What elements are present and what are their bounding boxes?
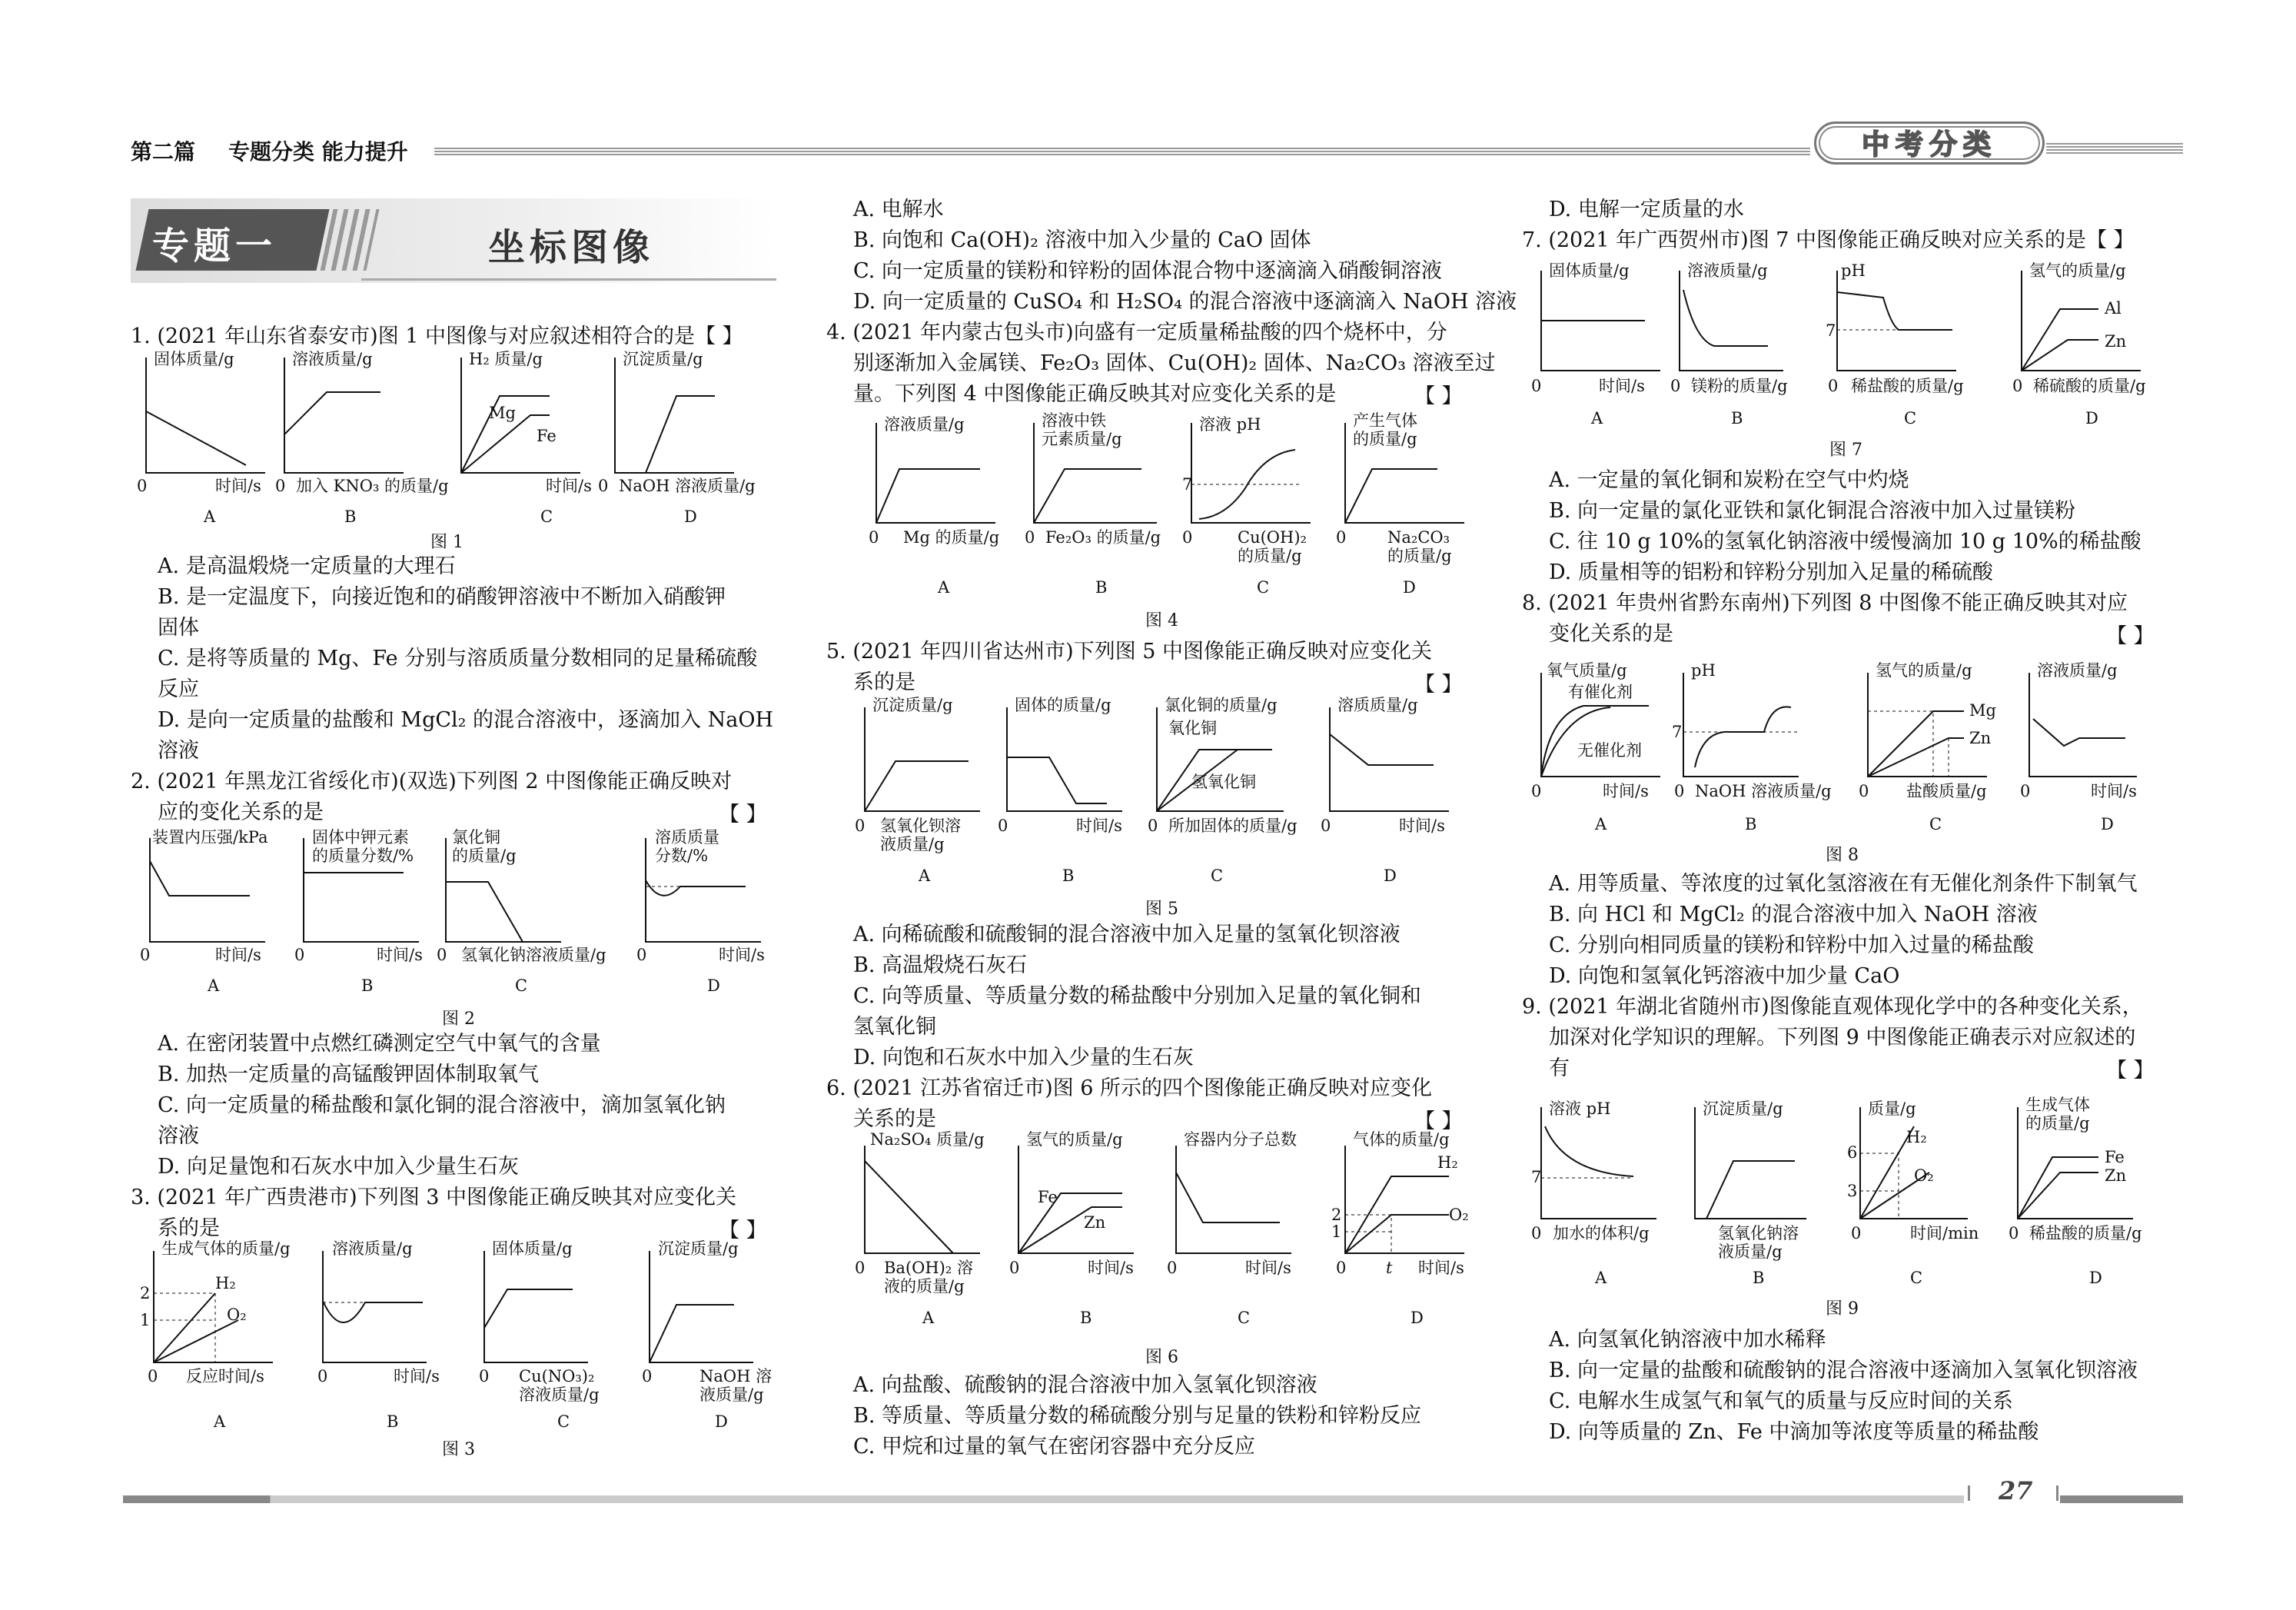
banner-bottom-rule: [361, 278, 776, 281]
fig6-d-h2: H₂: [1437, 1153, 1458, 1172]
fig9-c-o2: O₂: [1914, 1166, 1934, 1185]
fig3-c-ylabel: 固体质量/g: [492, 1239, 573, 1258]
footer-rule-left: [123, 1495, 1964, 1503]
fig9-a-tick-7: 7: [1531, 1168, 1542, 1186]
q4-stem-2: 别逐渐加入金属镁、Fe₂O₃ 固体、Cu(OH)₂ 固体、Na₂CO₃ 溶液至过: [853, 351, 1496, 375]
fig2-d-xlabel: 时间/s: [719, 946, 765, 964]
fig7-a-xlabel: 时间/s: [1599, 377, 1645, 395]
fig7-letter-d: D: [2085, 409, 2098, 427]
q7-stem: 7. (2021 年广西贺州市)图 7 中图像能正确反映对应关系的是【 】: [1522, 228, 2135, 252]
fig4-caption: 图 4: [1145, 611, 1178, 630]
fig2-d-ylabel2: 分数/%: [655, 847, 709, 865]
fig4-b-zero: 0: [1025, 528, 1035, 547]
figure-5: [853, 696, 1491, 892]
fig7-letter-a: A: [1591, 409, 1603, 427]
q6-option-a: A. 向盐酸、硫酸钠的混合溶液中加入氢氧化钡溶液: [853, 1373, 1317, 1397]
header-part: 第二篇: [131, 139, 196, 165]
q2-stem-1: 2. (2021 年黑龙江省绥化市)(双选)下列图 2 中图像能正确反映对: [131, 770, 733, 793]
fig6-c-ylabel: 容器内分子总数: [1184, 1130, 1297, 1149]
fig3-d-ylabel: 沉淀质量/g: [658, 1239, 739, 1258]
q4-stem-1: 4. (2021 年内蒙古包头市)向盛有一定质量稀盐酸的四个烧杯中，分: [826, 321, 1447, 344]
fig8-c-mg: Mg: [1969, 701, 1996, 720]
q5-option-a: A. 向稀硫酸和硫酸铜的混合溶液中加入足量的氢氧化钡溶液: [853, 923, 1401, 946]
fig3-a-tick-1: 1: [140, 1311, 151, 1329]
fig8-c-zero: 0: [1859, 782, 1869, 800]
fig4-c-xlabel1: Cu(OH)₂: [1238, 528, 1307, 547]
fig9-b-ylabel: 沉淀质量/g: [1703, 1099, 1783, 1118]
page-number: 27: [1999, 1476, 2033, 1505]
header-right-rule: [2046, 143, 2183, 154]
fig5-c-label-cuoh2: 氢氧化铜: [1191, 773, 1256, 791]
fig7-d-ylabel: 氢气的质量/g: [2029, 261, 2126, 280]
fig9-letter-a: A: [1595, 1269, 1607, 1287]
fig7-a-zero: 0: [1531, 377, 1542, 395]
fig9-d-zero: 0: [2009, 1224, 2019, 1242]
fig9-a-zero: 0: [1531, 1224, 1542, 1242]
fig7-a-ylabel: 固体质量/g: [1549, 261, 1630, 280]
fig1-d-ylabel: 沉淀质量/g: [623, 350, 703, 368]
q9-option-d: D. 向等质量的 Zn、Fe 中滴加等浓度等质量的稀盐酸: [1549, 1420, 2039, 1444]
q7-option-b: B. 向一定量的氯化亚铁和氯化铜混合溶液中加入过量镁粉: [1549, 499, 2076, 523]
fig8-caption: 图 8: [1826, 846, 1859, 865]
fig8-a-zero: 0: [1531, 782, 1542, 800]
fig2-letter-c: C: [515, 976, 528, 995]
fig9-d-fe: Fe: [2105, 1148, 2125, 1166]
fig9-letter-b: B: [1753, 1269, 1765, 1287]
fig5-c-zero: 0: [1148, 817, 1158, 835]
q6-stem-2: 关系的是: [853, 1107, 936, 1131]
q6-answer-bracket: 【 】: [1414, 1109, 1463, 1133]
fig8-c-zn: Zn: [1969, 729, 1992, 747]
q6-option-c: C. 甲烷和过量的氧气在密闭容器中充分反应: [853, 1435, 1255, 1459]
fig4-c-tick-7: 7: [1182, 475, 1193, 494]
fig4-b-xlabel: Fe₂O₃ 的质量/g: [1045, 528, 1161, 547]
q5-stem-2: 系的是: [853, 670, 915, 694]
fig9-b-xlabel1: 氢氧化钠溶: [1718, 1224, 1799, 1242]
fig2-letter-b: B: [361, 976, 374, 995]
fig2-c-zero: 0: [437, 946, 447, 964]
fig4-d-zero: 0: [1336, 528, 1347, 547]
fig5-letter-a: A: [919, 867, 931, 885]
q8-option-c: C. 分别向相同质量的镁粉和锌粉中加入过量的稀盐酸: [1549, 933, 2034, 957]
fig9-caption: 图 9: [1826, 1299, 1859, 1319]
q8-stem-1: 8. (2021 年贵州省黔东南州)下列图 8 中图像不能正确反映其对应: [1522, 591, 2128, 615]
fig6-letter-a: A: [922, 1309, 935, 1327]
fig7-c-ylabel: pH: [1841, 261, 1866, 280]
q2-answer-bracket: 【 】: [719, 803, 767, 827]
fig3-b-xlabel: 时间/s: [394, 1367, 440, 1385]
fig8-b-xlabel: NaOH 溶液质量/g: [1695, 782, 1832, 800]
fig6-b-zn: Zn: [1084, 1213, 1106, 1232]
q3-option-d: D. 向一定质量的 CuSO₄ 和 H₂SO₄ 的混合溶液中逐滴滴入 NaOH 溶液: [853, 290, 1517, 314]
fig5-letter-d: D: [1384, 867, 1397, 885]
fig5-b-xlabel: 时间/s: [1076, 817, 1122, 835]
fig7-d-zn: Zn: [2105, 332, 2127, 351]
fig7-b-ylabel: 溶液质量/g: [1687, 261, 1768, 280]
fig7-b-xlabel: 镁粉的质量/g: [1691, 377, 1788, 395]
fig5-d-xlabel: 时间/s: [1399, 817, 1445, 835]
q2-option-c-cont: 溶液: [158, 1124, 199, 1148]
q1-option-b-cont: 固体: [158, 616, 199, 640]
q9-option-b: B. 向一定量的盐酸和硫酸钠的混合溶液中逐滴加入氢氧化钡溶液: [1549, 1359, 2138, 1382]
q9-answer-bracket: 【 】: [2106, 1059, 2155, 1083]
fig9-d-zn: Zn: [2105, 1166, 2127, 1185]
header-badge-text: 中考分类: [1861, 129, 1997, 161]
fig3-c-xlabel1: Cu(NO₃)₂: [519, 1367, 595, 1385]
fig9-c-tick-3: 3: [1847, 1182, 1858, 1200]
fig1-a-ylabel: 固体质量/g: [154, 350, 234, 368]
fig6-b-ylabel: 氢气的质量/g: [1026, 1130, 1123, 1149]
fig4-a-ylabel: 溶液质量/g: [884, 415, 965, 434]
fig6-c-zero: 0: [1167, 1259, 1178, 1277]
fig2-c-ylabel2: 的质量/g: [452, 847, 517, 865]
fig1-letter-c: C: [540, 507, 553, 526]
fig8-c-xlabel: 盐酸质量/g: [1906, 782, 1987, 800]
fig1-b-ylabel: 溶液质量/g: [292, 350, 373, 368]
q5-option-b: B. 高温煅烧石灰石: [853, 953, 1028, 977]
fig3-a-o2: O₂: [227, 1306, 247, 1324]
header-rule: [434, 146, 1810, 155]
fig7-c-xlabel: 稀盐酸的质量/g: [1851, 377, 1964, 395]
q2-option-b: B. 加热一定质量的高锰酸钾固体制取氧气: [158, 1063, 540, 1086]
q8-answer-bracket: 【 】: [2106, 624, 2155, 648]
q1-option-a: A. 是高温煅烧一定质量的大理石: [158, 554, 456, 578]
fig5-a-xlabel1: 氢氧化钡溶: [880, 817, 961, 835]
fig7-c-tick-7: 7: [1826, 321, 1836, 340]
fig8-c-ylabel: 氢气的质量/g: [1876, 661, 1972, 680]
fig9-letter-c: C: [1910, 1269, 1923, 1287]
fig7-b-zero: 0: [1670, 377, 1681, 395]
fig6-c-xlabel: 时间/s: [1245, 1259, 1291, 1277]
fig6-d-zero: 0: [1336, 1259, 1347, 1277]
fig9-a-xlabel: 加水的体积/g: [1553, 1224, 1650, 1242]
q7-option-c: C. 往 10 g 10%的氢氧化钠溶液中缓慢滴加 10 g 10%的稀盐酸: [1549, 530, 2141, 554]
fig8-a-catalyst: 有催化剂: [1568, 683, 1633, 701]
fig3-letter-b: B: [387, 1412, 399, 1431]
header-title: 专题分类 能力提升: [228, 139, 408, 165]
q5-answer-bracket: 【 】: [1414, 673, 1463, 697]
fig7-c-zero: 0: [1828, 377, 1839, 395]
fig8-letter-d: D: [2101, 815, 2114, 833]
fig9-c-xlabel: 时间/min: [1910, 1224, 1979, 1242]
figure-1: [131, 350, 792, 542]
fig2-caption: 图 2: [442, 1010, 475, 1029]
fig9-letter-d: D: [2089, 1269, 2102, 1287]
fig4-d-ylabel1: 产生气体: [1353, 411, 1417, 430]
fig8-d-ylabel: 溶液质量/g: [2037, 661, 2118, 680]
q9-stem-2: 加深对化学知识的理解。下列图 9 中图像能正确表示对应叙述的: [1549, 1026, 2136, 1049]
fig3-d-zero: 0: [642, 1367, 653, 1385]
fig6-letter-b: B: [1080, 1309, 1092, 1327]
fig1-d-zero: 0: [598, 477, 609, 495]
fig6-b-zero: 0: [1009, 1259, 1020, 1277]
fig2-b-ylabel2: 的质量分数/%: [312, 847, 414, 865]
q9-stem-1: 9. (2021 年湖北省随州市)图像能直观体现化学中的各种变化关系，: [1522, 995, 2143, 1019]
q1-stem: 1. (2021 年山东省泰安市)图 1 中图像与对应叙述相符合的是【 】: [131, 324, 743, 348]
q6-option-d: D. 电解一定质量的水: [1549, 198, 1744, 221]
q9-option-c: C. 电解水生成氢气和氧气的质量与反应时间的关系: [1549, 1389, 2013, 1413]
fig3-letter-c: C: [557, 1412, 570, 1431]
fig7-letter-b: B: [1731, 409, 1743, 427]
fig6-b-fe: Fe: [1038, 1188, 1058, 1206]
fig6-d-ylabel: 气体的质量/g: [1353, 1130, 1450, 1149]
fig1-c-ylabel: H₂ 质量/g: [469, 350, 543, 368]
fig5-letter-b: B: [1062, 867, 1075, 885]
q8-option-d: D. 向饱和氢氧化钙溶液中加少量 CaO: [1549, 964, 1900, 988]
fig8-b-tick-7: 7: [1672, 723, 1683, 741]
fig1-c-fe: Fe: [537, 427, 557, 445]
fig6-a-xlabel1: Ba(OH)₂ 溶: [884, 1259, 973, 1277]
figure-2: [131, 827, 792, 1003]
fig6-d-xlabel: 时间/s: [1418, 1259, 1464, 1277]
q5-option-d: D. 向饱和石灰水中加入少量的生石灰: [853, 1046, 1194, 1069]
q3-option-b: B. 向饱和 Ca(OH)₂ 溶液中加入少量的 CaO 固体: [853, 228, 1311, 252]
fig1-b-xlabel: 加入 KNO₃ 的质量/g: [296, 477, 449, 495]
fig8-b-ylabel: pH: [1691, 661, 1716, 680]
q2-option-a: A. 在密闭装置中点燃红磷测定空气中氧气的含量: [158, 1032, 601, 1056]
fig6-a-xlabel2: 液的质量/g: [884, 1277, 965, 1296]
fig2-letter-d: D: [707, 976, 720, 995]
q2-option-d: D. 向足量饱和石灰水中加入少量生石灰: [158, 1155, 519, 1179]
fig3-a-tick-2: 2: [140, 1284, 151, 1302]
fig2-b-xlabel: 时间/s: [377, 946, 423, 964]
fig5-c-label-cuo: 氧化铜: [1168, 719, 1217, 737]
fig5-c-xlabel: 所加固体的质量/g: [1168, 817, 1298, 835]
fig6-b-xlabel: 时间/s: [1088, 1259, 1134, 1277]
fig6-a-ylabel: Na₂SO₄ 质量/g: [870, 1130, 985, 1149]
fig1-a-xlabel: 时间/s: [215, 477, 261, 495]
fig6-letter-d: D: [1410, 1309, 1424, 1327]
figure-3: [131, 1239, 792, 1439]
q5-option-c-cont: 氢氧化铜: [853, 1015, 936, 1039]
q8-option-b: B. 向 HCl 和 MgCl₂ 的混合溶液中加入 NaOH 溶液: [1549, 903, 2038, 926]
figure-9: [1530, 1096, 2191, 1288]
fig5-b-ylabel: 固体的质量/g: [1015, 696, 1111, 714]
fig1-d-xlabel: NaOH 溶液质量/g: [619, 477, 756, 495]
figure-4: [861, 407, 1491, 600]
fig9-b-xlabel2: 液质量/g: [1718, 1242, 1783, 1261]
fig1-letter-b: B: [344, 507, 357, 526]
fig4-c-zero: 0: [1182, 528, 1193, 547]
fig6-a-zero: 0: [855, 1259, 866, 1277]
fig3-caption: 图 3: [442, 1440, 475, 1459]
fig3-a-zero: 0: [148, 1367, 158, 1385]
fig3-a-h2: H₂: [215, 1274, 236, 1292]
topic-banner-title: 坐标图像: [488, 226, 655, 269]
fig1-letter-d: D: [684, 507, 697, 526]
fig7-d-xlabel: 稀硫酸的质量/g: [2033, 377, 2146, 395]
footer-rule-right: [2060, 1495, 2183, 1503]
figure-8: [1530, 661, 2191, 838]
fig8-letter-a: A: [1595, 815, 1607, 833]
q7-option-a: A. 一定量的氧化铜和炭粉在空气中灼烧: [1549, 468, 1909, 492]
fig4-d-ylabel2: 的质量/g: [1353, 430, 1417, 448]
fig1-b-zero: 0: [275, 477, 286, 495]
topic-banner-label: 专题一: [152, 225, 277, 268]
q3-answer-bracket: 【 】: [719, 1219, 767, 1242]
q9-option-a: A. 向氢氧化钠溶液中加水稀释: [1549, 1328, 1826, 1352]
q7-option-d: D. 质量相等的铝粉和锌粉分别加入足量的稀硫酸: [1549, 561, 1993, 584]
fig1-a-zero: 0: [137, 477, 148, 495]
fig9-a-ylabel: 溶液 pH: [1549, 1099, 1611, 1118]
fig3-b-ylabel: 溶液质量/g: [332, 1239, 413, 1258]
fig4-d-xlabel1: Na₂CO₃: [1387, 528, 1450, 547]
q1-option-d-cont: 溶液: [158, 739, 199, 763]
fig2-d-ylabel1: 溶质质量: [655, 828, 719, 847]
fig4-a-xlabel: Mg 的质量/g: [903, 528, 1000, 547]
fig8-d-xlabel: 时间/s: [2091, 782, 2137, 800]
fig2-d-zero: 0: [636, 946, 647, 964]
fig7-caption: 图 7: [1829, 441, 1862, 460]
q2-option-c: C. 向一定质量的稀盐酸和氯化铜的混合溶液中，滴加氢氧化钠: [158, 1093, 726, 1117]
fig3-d-xlabel1: NaOH 溶: [699, 1367, 773, 1385]
fig9-c-h2: H₂: [1906, 1128, 1927, 1146]
fig9-d-xlabel: 稀盐酸的质量/g: [2029, 1224, 2142, 1242]
q1-option-c: C. 是将等质量的 Mg、Fe 分别与溶质质量分数相同的足量稀硫酸: [158, 647, 758, 670]
fig1-c-mg: Mg: [489, 404, 516, 422]
fig2-b-zero: 0: [294, 946, 305, 964]
fig6-d-tick-2: 2: [1331, 1206, 1342, 1224]
fig8-letter-b: B: [1745, 815, 1757, 833]
q2-stem-2: 应的变化关系的是: [158, 800, 324, 824]
fig6-d-o2: O₂: [1449, 1206, 1469, 1224]
q8-option-a: A. 用等质量、等浓度的过氧化氢溶液在有无催化剂条件下制氧气: [1549, 872, 2138, 896]
fig3-a-xlabel: 反应时间/s: [186, 1367, 264, 1385]
fig1-c-xlabel: 时间/s: [546, 477, 592, 495]
fig3-c-xlabel2: 溶液质量/g: [519, 1385, 600, 1404]
q4-answer-bracket: 【 】: [1414, 384, 1463, 408]
figure-3-graphs: [131, 1239, 792, 1439]
fig9-c-ylabel: 质量/g: [1868, 1099, 1916, 1118]
q1-option-c-cont: 反应: [158, 677, 199, 701]
fig4-c-xlabel2: 的质量/g: [1238, 547, 1302, 565]
fig5-caption: 图 5: [1145, 900, 1178, 919]
fig5-a-zero: 0: [855, 817, 866, 835]
fig4-c-ylabel: 溶液 pH: [1199, 415, 1261, 434]
fig5-c-ylabel: 氯化铜的质量/g: [1165, 696, 1278, 714]
footer-rule-tick: [1968, 1485, 1970, 1501]
fig4-letter-d: D: [1403, 578, 1416, 597]
fig3-letter-a: A: [214, 1412, 226, 1431]
fig9-d-ylabel1: 生成气体: [2025, 1096, 2090, 1114]
fig3-c-zero: 0: [479, 1367, 490, 1385]
footer-rule-right-tick: [2056, 1485, 2058, 1501]
fig2-a-xlabel: 时间/s: [215, 946, 261, 964]
fig1-caption: 图 1: [430, 533, 464, 552]
q5-option-c: C. 向等质量、等质量分数的稀盐酸中分别加入足量的氧化铜和: [853, 984, 1421, 1008]
fig7-d-zero: 0: [2012, 377, 2023, 395]
fig5-letter-c: C: [1211, 867, 1224, 885]
fig4-b-ylabel1: 溶液中铁: [1042, 411, 1106, 430]
fig8-a-nocatalyst: 无催化剂: [1577, 741, 1642, 760]
fig6-letter-c: C: [1238, 1309, 1251, 1327]
fig3-a-ylabel: 生成气体的质量/g: [161, 1239, 291, 1258]
fig4-letter-b: B: [1095, 578, 1108, 597]
fig3-b-zero: 0: [317, 1367, 328, 1385]
fig6-caption: 图 6: [1145, 1348, 1178, 1367]
fig2-c-ylabel1: 氯化铜: [452, 828, 500, 847]
fig3-d-xlabel2: 液质量/g: [699, 1385, 764, 1404]
fig5-a-xlabel2: 液质量/g: [880, 835, 945, 853]
fig7-letter-c: C: [1904, 409, 1917, 427]
fig2-b-ylabel1: 固体中钾元素: [312, 828, 409, 847]
q1-option-b: B. 是一定温度下，向接近饱和的硝酸钾溶液中不断加入硝酸钾: [158, 585, 726, 609]
figure-6-graphs: [853, 1130, 1491, 1330]
fig6-d-tick-1: 1: [1331, 1222, 1342, 1241]
fig5-b-zero: 0: [998, 817, 1008, 835]
fig4-letter-a: A: [938, 578, 950, 597]
fig8-letter-c: C: [1929, 815, 1942, 833]
fig8-a-ylabel: 氧气质量/g: [1547, 661, 1627, 680]
q6-option-b: B. 等质量、等质量分数的稀硫酸分别与足量的铁粉和锌粉反应: [853, 1404, 1422, 1428]
q3-stem-2: 系的是: [158, 1216, 220, 1240]
fig8-b-zero: 0: [1674, 782, 1685, 800]
fig8-d-zero: 0: [2020, 782, 2031, 800]
fig9-c-zero: 0: [1851, 1224, 1862, 1242]
fig9-d-ylabel2: 的质量/g: [2025, 1114, 2090, 1133]
q1-option-d: D. 是向一定质量的盐酸和 MgCl₂ 的混合溶液中，逐滴加入 NaOH: [158, 708, 774, 732]
q3-stem-1: 3. (2021 年广西贵港市)下列图 3 中图像能正确反映其对应变化关: [131, 1186, 737, 1209]
q5-stem-1: 5. (2021 年四川省达州市)下列图 5 中图像能正确反映对应变化关: [826, 640, 1433, 664]
fig4-a-zero: 0: [869, 528, 879, 547]
fig2-a-ylabel: 装置内压强/kPa: [152, 828, 268, 847]
fig1-letter-a: A: [204, 507, 216, 526]
figure-9-graphs: [1530, 1096, 2191, 1288]
fig4-b-ylabel2: 元素质量/g: [1042, 430, 1122, 448]
fig8-a-xlabel: 时间/s: [1603, 782, 1649, 800]
q6-stem-1: 6. (2021 江苏省宿迁市)图 6 所示的四个图像能正确反映对应变化: [826, 1076, 1433, 1100]
fig5-d-zero: 0: [1321, 817, 1331, 835]
fig7-d-al: Al: [2105, 299, 2122, 318]
q3-option-a: A. 电解水: [853, 198, 944, 221]
fig6-d-t: t: [1386, 1259, 1393, 1277]
fig2-c-xlabel: 氢氧化钠溶液质量/g: [461, 946, 606, 964]
q4-stem-3: 量。下列图 4 中图像能正确反映其对应变化关系的是: [853, 382, 1337, 406]
fig9-c-tick-6: 6: [1847, 1143, 1858, 1162]
fig2-letter-a: A: [208, 976, 220, 995]
fig5-a-ylabel: 沉淀质量/g: [872, 696, 953, 714]
fig5-d-ylabel: 溶质质量/g: [1337, 696, 1418, 714]
q3-option-c: C. 向一定质量的镁粉和锌粉的固体混合物中逐滴滴入硝酸铜溶液: [853, 259, 1442, 283]
q9-stem-3: 有: [1549, 1056, 1570, 1080]
fig3-letter-d: D: [715, 1412, 728, 1431]
fig4-letter-c: C: [1257, 578, 1270, 597]
figure-7: [1530, 255, 2191, 436]
fig4-d-xlabel2: 的质量/g: [1387, 547, 1452, 565]
fig2-a-zero: 0: [140, 946, 151, 964]
figure-6: [853, 1130, 1491, 1330]
q8-stem-2: 变化关系的是: [1549, 622, 1673, 646]
